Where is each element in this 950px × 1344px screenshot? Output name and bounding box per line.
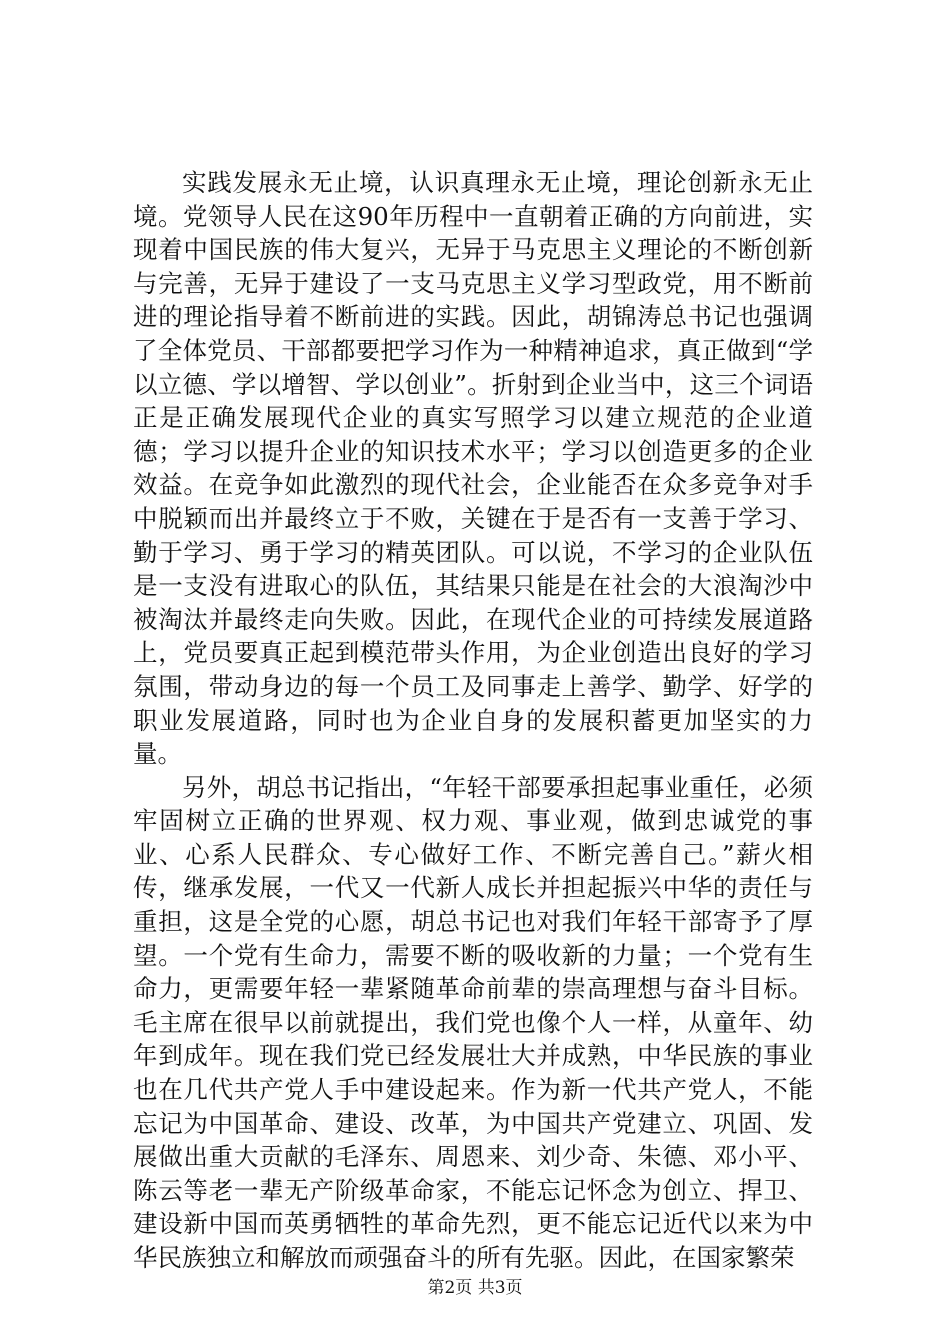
paragraph-1: 实践发展永无止境，认识真理永无止境，理论创新永无止境。党领导人民在这90年历程中一直朝着正确的方向前进，实现着中国民族的伟大复兴，无异于马克思主义理论的不断创新与完善，无异于建设了一支马克思主义学习型政党，用不断前进的理论指导着不断前进的实践。因此，胡锦涛总书记也强调了全体党员、干部都要把学习作为一种精神追求，真正做到“学以立德、学以增智、学以创业”。折射到企业当中，这三个词语正是正确发展现代企业的真实写照学习以建立规范的企业道德；学习以提升企业的知识技术水平；学习以创造更多的企业效益。在竞争如此激烈的现代社会，企业能否在众多竞争对手中脱颖而出并最终立于不败，关键在于是否有一支善于学习、勤于学习、勇于学习的精英团队。可以说，不学习的企业队伍是一支没有进取心的队伍，其结果只能是在社会的大浪淘沙中被淘汰并最终走向失败。因此，在现代企业的可持续发展道路上，党员要真正起到模范带头作用，为企业创造出良好的学习氛围，带动身边的每一个员工及同事走上善学、勤学、好学的职业发展道路，同时也为企业自身的发展积蓄更加坚实的力量。 xyxy=(133,168,813,769)
page-number-footer: 第2页 共3页 xyxy=(427,1278,523,1298)
paragraph-2: 另外，胡总书记指出，“年轻干部要承担起事业重任，必须牢固树立正确的世界观、权力观、事业观，做到忠诚党的事业、心系人民群众、专心做好工作、不断完善自己。”薪火相传，继承发展，一代又一代新人成长并担起振兴中华的责任与重担，这是全党的心愿，胡总书记也对我们年轻干部寄予了厚望。一个党有生命力，需要不断的吸收新的力量；一个党有生命力，更需要年轻一辈紧随革命前辈的崇高理想与奋斗目标。毛主席在很早以前就提出，我们党也像个人一样，从童年、幼年到成年。现在我们党已经发展壮大并成熟，中华民族的事业也在几代共产党人手中建设起来。作为新一代共产党人，不能忘记为中国革命、建设、改革，为中国共产党建立、巩固、发展做出重大贡献的毛泽东、周恩来、刘少奇、朱德、邓小平、陈云等老一辈无产阶级革命家，不能忘记怀念为创立、捍卫、建设新中国而英勇牺牲的革命先烈，更不能忘记近代以来为中华民族独立和解放而顽强奋斗的所有先驱。因此，在国家繁荣 xyxy=(133,772,813,1272)
document-body xyxy=(133,166,813,1275)
